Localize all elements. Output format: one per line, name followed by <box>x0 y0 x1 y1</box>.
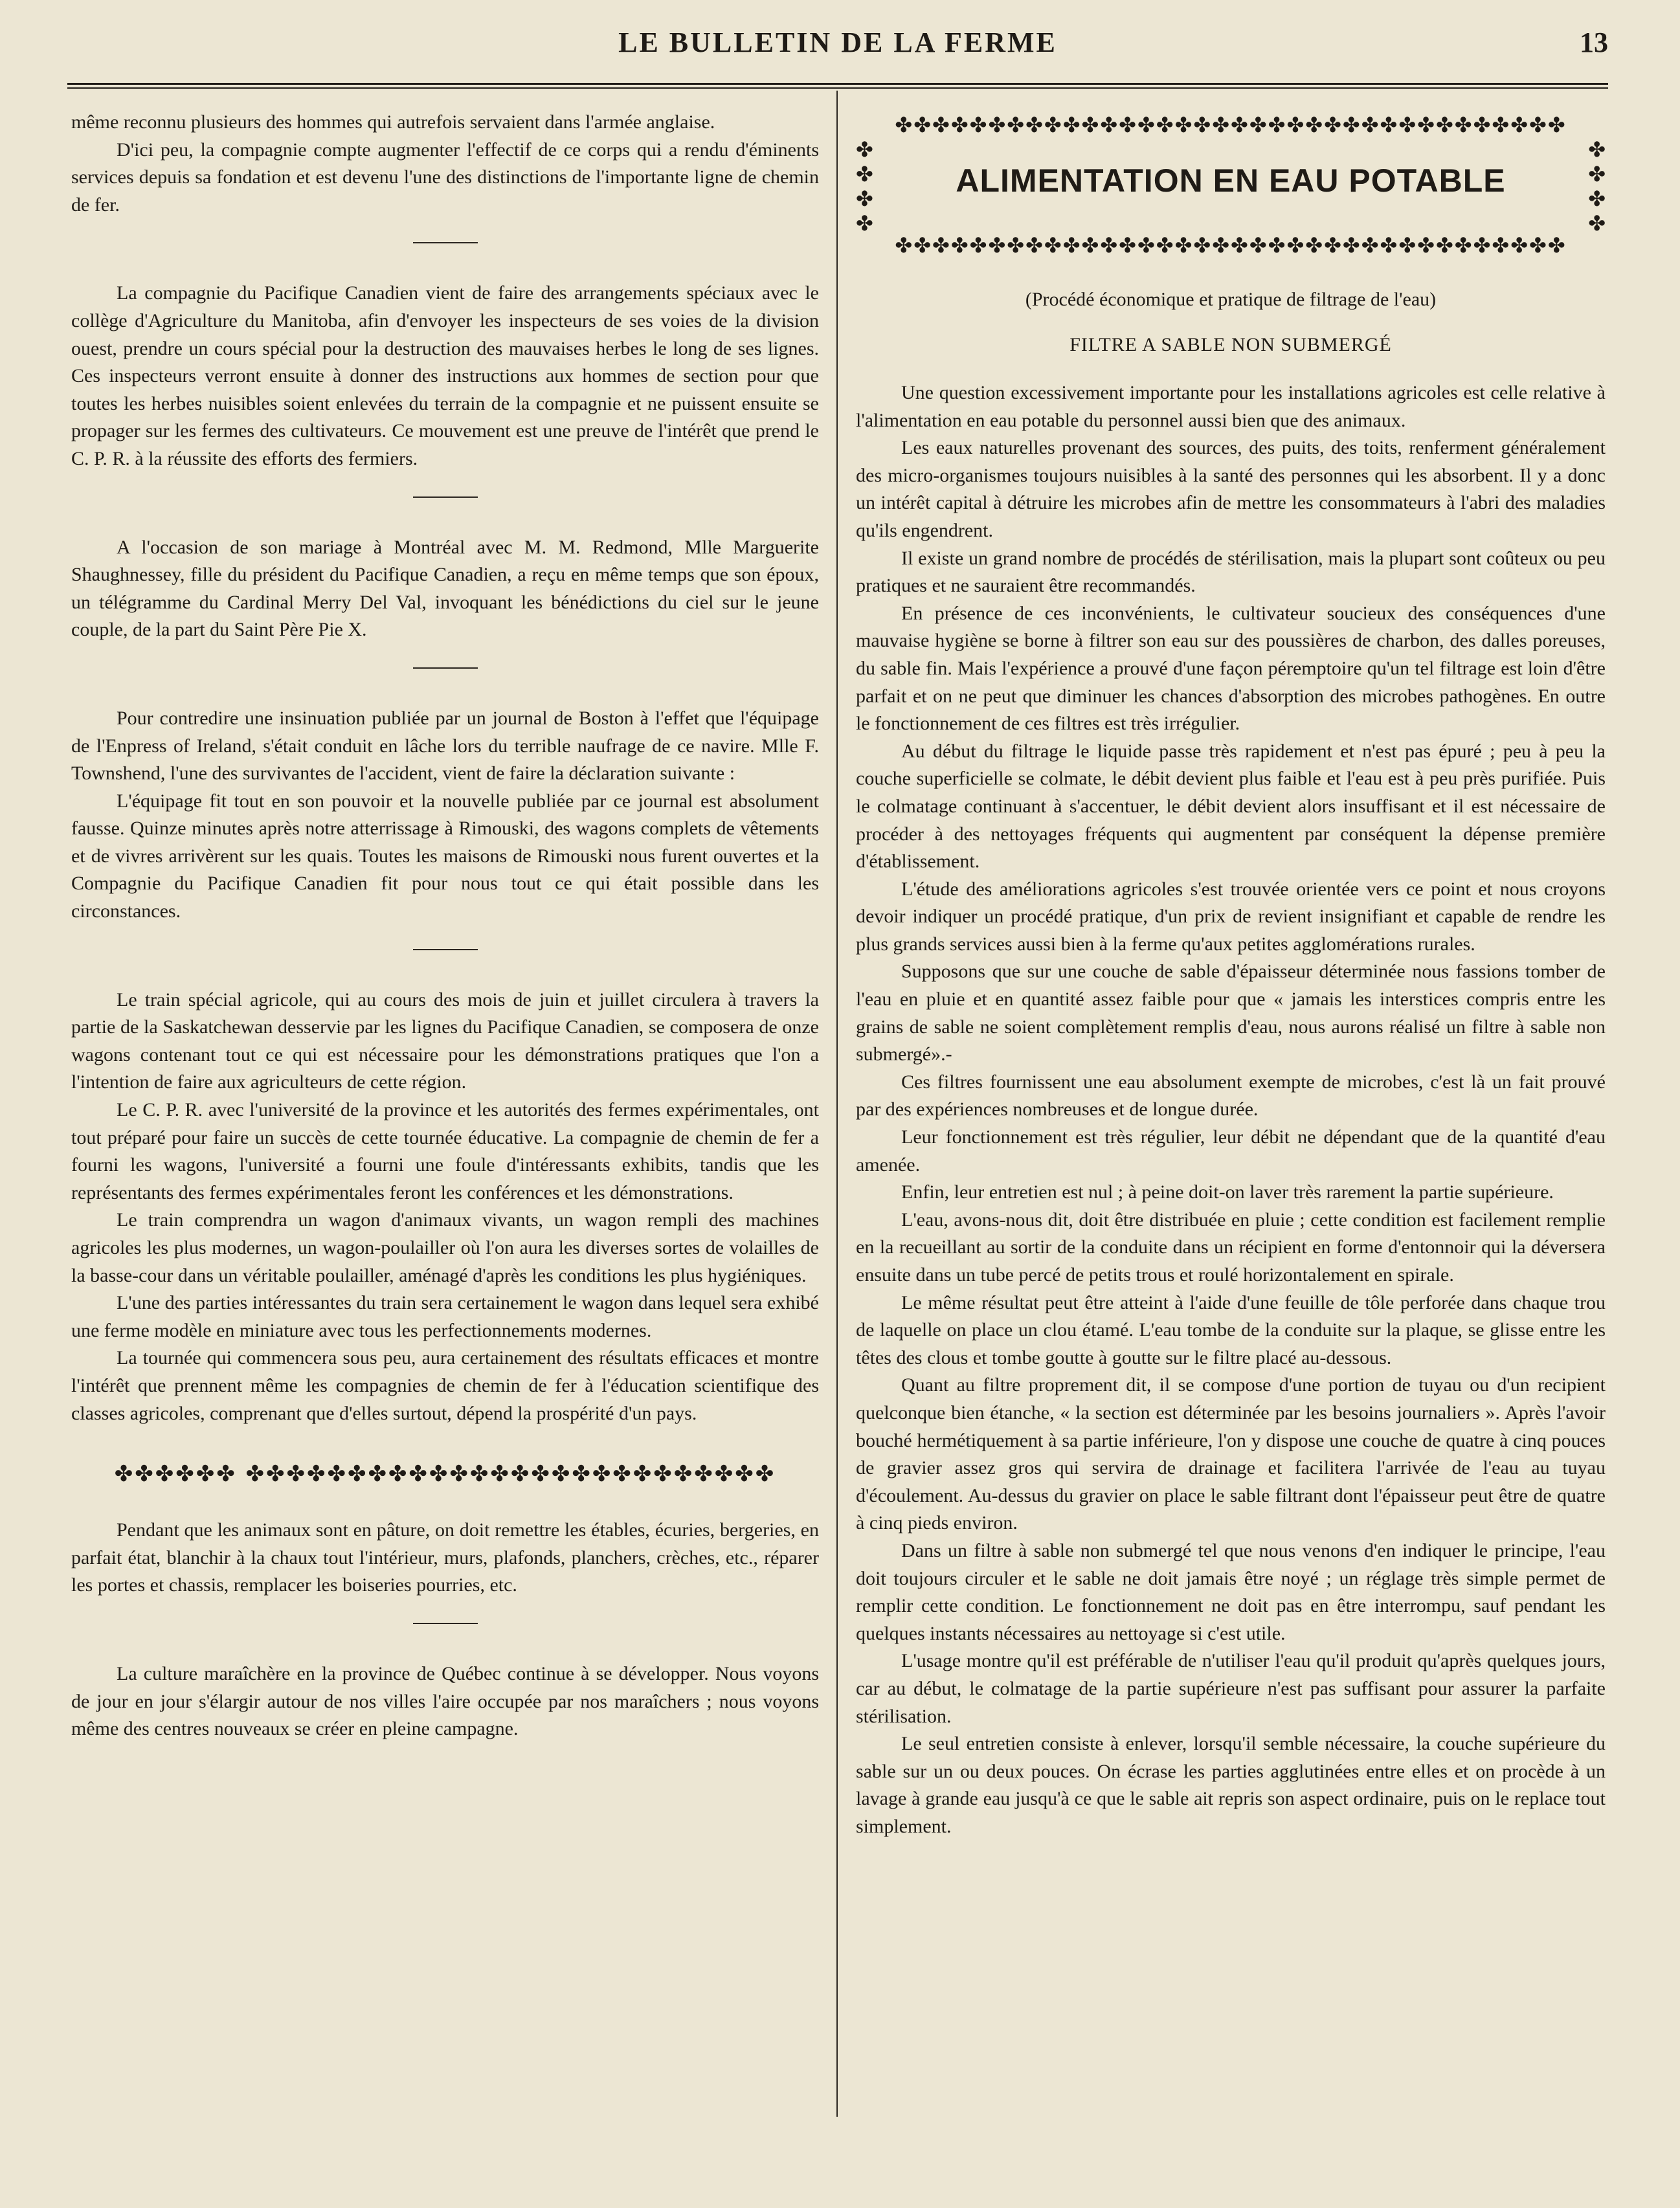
paragraph: Quant au filtre proprement dit, il se compose d'une portion de tuyau ou d'un recipient quelconque bien étanche, « la section est déterminée par les besoins journaliers ». Après l'avoir bouché hermétiquement à sa partie inférieure, l'on y dispose une couche de quatre à cinq pouces de gravier assez gros qui servira de drainage et facilitera l'arrivée de l'eau au tuyau d'écoulement. Au-dessus du gravier on place le sable filtrant dont l'épaisseur peut être de quatre à cinq pieds environ. <box>856 1374 1606 1534</box>
paragraph: La culture maraîchère en la province de Québec continue à se développer. Nous voyons de jour en jour s'élargir autour de nos villes l'aire occupée par nos maraîchers ; nous voyons même des centres nouveaux se créer en pleine campagne. <box>71 1662 819 1740</box>
fleuron-icon: ✤ <box>1588 186 1606 211</box>
paragraph: L'usage montre qu'il est préférable de n'utiliser l'eau qu'il produit qu'après quelques jours, car au début, le colmatage de la partie supérieure n'est pas suffisant pour assurer la parfaite stérilisation. <box>856 1650 1606 1727</box>
paragraph: Leur fonctionnement est très régulier, leur débit ne dépendant que de la quantité d'eau amenée. <box>856 1126 1606 1176</box>
fleuron-icon: ✤ <box>856 186 873 211</box>
article-wedding <box>71 534 819 644</box>
ornamental-divider: ✤✤✤✤✤✤ ✤✤✤✤✤✤✤✤✤✤✤✤✤✤✤✤✤✤✤✤✤✤✤✤✤✤ <box>114 1461 776 1488</box>
fleuron-icon: ✤ <box>1588 162 1606 186</box>
ornamental-border-left <box>856 137 873 236</box>
page-number: 13 <box>1580 27 1608 58</box>
paragraph: En présence de ces inconvénients, le cultivateur soucieux des conséquences d'une mauvaise hygiène se borne à filtrer son eau sur des poussières de charbon, des dalles poreuses, du sable fin. Mais l'expérience a prouvé d'une façon péremptoire qu'un tel filtrage est loin d'être parfait et on ne peut que diminuer les chances d'absorption des microbes pathogènes. En outre le fonctionnement de ces filtres est très irrégulier. <box>856 602 1606 735</box>
section-separator <box>413 1623 478 1624</box>
paragraph: L'eau, avons-nous dit, doit être distribuée en pluie ; cette condition est facilement remplie en la recueillant au sortir de la conduite dans un récipient en forme d'entonnoir qui la déversera ensuite dans un tube percé de petits trous et roulé horizontalement en spirale. <box>856 1209 1606 1286</box>
ornamental-border-right <box>1588 137 1606 236</box>
section-separator <box>413 949 478 950</box>
section-separator <box>413 496 478 498</box>
header-double-rule <box>67 83 1608 89</box>
ornamental-border-top: ✤✤✤✤✤✤✤✤✤✤✤✤✤✤✤✤✤✤✤✤✤✤✤✤✤✤✤✤✤✤✤✤✤✤✤✤ <box>895 113 1567 137</box>
paragraph: Ces filtres fournissent une eau absolument exempte de microbes, c'est là un fait prouvé par des expériences nombreuses et de longue durée. <box>856 1071 1606 1121</box>
article-cpr-corps <box>71 109 819 219</box>
paragraph: Le train comprendra un wagon d'animaux vivants, un wagon rempli des machines agricoles les plus modernes, un wagon-poulailler où l'on aura les diverses sortes de volailles de la basse-cour dans un véritable poulailler, aménagé d'après les conditions les plus hygiéniques. <box>71 1209 819 1286</box>
paragraph: L'équipage fit tout en son pouvoir et la nouvelle publiée par ce journal est absolument fausse. Quinze minutes après notre atterrissage à Rimouski, des wagons complets de vêtements et de vivres arrivèrent sur les quais. Toutes les maisons de Rimouski nous furent ouvertes et la Compagnie du Pacifique Canadien fit pour nous tout ce qui était possible dans les circonstances. <box>71 790 819 922</box>
paragraph: Pour contredire une insinuation publiée par un journal de Boston à l'effet que l'équipage de l'Enpress of Ireland, s'était conduit en lâche lors du terrible naufrage de ce navire. Mlle F. Townshend, l'une des survivantes de l'accident, vient de faire la déclaration suivante : <box>71 707 819 785</box>
right-column <box>856 109 1606 1840</box>
article-market-gardening <box>71 1660 819 1743</box>
paragraph: Il existe un grand nombre de procédés de stérilisation, mais la plupart sont coûteux ou peu pratiques et ne sauraient être recommandés. <box>856 547 1606 597</box>
article-weed-inspectors <box>71 280 819 473</box>
paragraph: Le seul entretien consiste à enlever, lorsqu'il semble nécessaire, la couche supérieure du sable sur un ou deux pouces. On écrase les parties agglutinées entre elles et on procède à un lavage à grande eau jusqu'à ce que le sable ait repris son aspect ordinaire, puis on le replace tout simplement. <box>856 1733 1606 1837</box>
paragraph: Supposons que sur une couche de sable d'épaisseur déterminée nous fassions tomber de l'eau en pluie et en quantité assez faible pour que « jamais les interstices compris entre les grains de sable ne soient complètement remplis d'eau, nous aurons réalisé un filtre à sable non submergé».- <box>856 961 1606 1065</box>
article-title: ALIMENTATION EN EAU POTABLE <box>956 162 1506 199</box>
left-column <box>71 109 819 1743</box>
article-title-box <box>856 109 1606 264</box>
paragraph: A l'occasion de son mariage à Montréal avec M. M. Redmond, Mlle Marguerite Shaughnessey, fille du président du Pacifique Canadien, a reçu en même temps que son époux, un télégramme du Cardinal Merry Del Val, invoquant les bénédictions du ciel sur le jeune couple, de la part du Saint Père Pie X. <box>71 536 819 641</box>
fleuron-icon: ✤ <box>1588 137 1606 162</box>
paragraph: Pendant que les animaux sont en pâture, on doit remettre les étables, écuries, bergeries, en parfait état, blanchir à la chaux tout l'intérieur, murs, plafonds, planchers, crèches, etc., réparer les portes et chassis, remplacer les boiseries pourries, etc. <box>71 1519 819 1596</box>
article-body <box>856 379 1606 1840</box>
section-separator <box>413 667 478 669</box>
fleuron-icon: ✤ <box>1588 211 1606 236</box>
section-heading: FILTRE A SABLE NON SUBMERGÉ <box>1070 334 1392 355</box>
paragraph: L'étude des améliorations agricoles s'est trouvée orientée vers ce point et nous croyons devoir indiquer un procédé pratique, d'un prix de revient insignifiant et capable de rendre les plus grands services aussi bien à la ferme qu'aux petites agglomérations rurales. <box>856 878 1606 955</box>
paragraph: La compagnie du Pacifique Canadien vient de faire des arrangements spéciaux avec le collège d'Agriculture du Manitoba, afin d'envoyer les inspecteurs de ses voies de la division ouest, prendre un cours spécial pour la destruction des mauvaises herbes le long de ses lignes. Ces inspecteurs verront ensuite à donner des instructions aux hommes de section pour que toutes les herbes nuisibles soient enlevées du terrain de la compagnie et ne puissent ensuite se propager sur les fermes des cultivateurs. Ce mouvement est une preuve de l'intérêt que prend le C. P. R. à la réussite des efforts des fermiers. <box>71 282 819 469</box>
article-barn-maintenance <box>71 1517 819 1600</box>
paragraph: La tournée qui commencera sous peu, aura certainement des résultats efficaces et montre l'intérêt que prennent même les compagnies de chemin de fer à l'éducation scientifique des classes agricoles, comprenant que d'elles surtout, dépend la prospérité d'un pays. <box>71 1347 819 1424</box>
article-empress-of-ireland <box>71 705 819 926</box>
fleuron-icon: ✤ <box>856 137 873 162</box>
fleuron-icon: ✤ <box>856 162 873 186</box>
page-header <box>67 26 1608 71</box>
paragraph: Le C. P. R. avec l'université de la province et les autorités des fermes expérimentales, ont tout préparé pour faire un succès de cette tournée éducative. La compagnie de chemin de fer a fourni les wagons, l'université a fourni une foule d'intéressants exhibits, tandis que les représentants des fermes expérimentales feront les conférences et les démonstrations. <box>71 1099 819 1203</box>
paragraph: Les eaux naturelles provenant des sources, des puits, des toits, renferment généralement des micro-organismes toujours nuisibles à la santé des personnes qui les absorbent. Il y a donc un intérêt capital à détruire les microbes afin de mettre les consommateurs à l'abri des maladies qu'ils engendrent. <box>856 437 1606 541</box>
ornamental-border-bottom: ✤✤✤✤✤✤✤✤✤✤✤✤✤✤✤✤✤✤✤✤✤✤✤✤✤✤✤✤✤✤✤✤✤✤✤✤ <box>895 233 1567 258</box>
paragraph: même reconnu plusieurs des hommes qui autrefois servaient dans l'armée anglaise. <box>71 111 715 133</box>
article-subtitle: (Procédé économique et pratique de filtrage de l'eau) <box>1025 289 1437 310</box>
paragraph: Au début du filtrage le liquide passe très rapidement et n'est pas épuré ; peu à peu la couche superficielle se colmate, le débit devient plus faible et l'eau est à peu près purifiée. Puis le colmatage continuant à s'accentuer, le débit devient alors insuffisant et il est nécessaire de procéder à des nettoyages fréquents qui augmentent par conséquent la dépense première d'établissement. <box>856 740 1606 873</box>
article-agricultural-train <box>71 987 819 1428</box>
paragraph: D'ici peu, la compagnie compte augmenter l'effectif de ce corps qui a rendu d'éminents services depuis sa fondation et est devenu l'une des distinctions de l'importante ligne de chemin de fer. <box>71 139 819 216</box>
paragraph: Enfin, leur entretien est nul ; à peine doit-on laver très rarement la partie supérieure. <box>901 1181 1554 1203</box>
fleuron-icon: ✤ <box>856 211 873 236</box>
section-separator <box>413 242 478 243</box>
paragraph: L'une des parties intéressantes du train sera certainement le wagon dans lequel sera exhibé une ferme modèle en miniature avec tous les perfectionnements modernes. <box>71 1292 819 1341</box>
paragraph: Le train spécial agricole, qui au cours des mois de juin et juillet circulera à travers la partie de la Saskatchewan desservie par les lignes du Pacifique Canadien, se composera de onze wagons contenant tout ce qui est nécessaire pour les démonstrations pratiques que l'on a l'intention de faire aux agriculteurs de cette région. <box>71 988 819 1093</box>
paragraph: Une question excessivement importante pour les installations agricoles est celle relative à l'alimentation en eau potable du personnel aussi bien que des animaux. <box>856 382 1606 431</box>
paragraph: Dans un filtre à sable non submergé tel que nous venons d'en indiquer le principe, l'eau doit toujours circuler et le sable ne doit jamais être noyé ; un réglage très simple permet de remplir cette condition. Le fonctionnement ne doit pas en être interrompu, sauf pendant les quelques instants nécessaires au nettoyage si c'est utile. <box>856 1539 1606 1644</box>
paragraph: Le même résultat peut être atteint à l'aide d'une feuille de tôle perforée dans chaque trou de laquelle on place un clou étamé. L'eau tombe de la conduite sur la plaque, se glisse entre les têtes des clous et tombe goutte à goutte sur le filtre placé au-dessous. <box>856 1291 1606 1368</box>
publication-title: LE BULLETIN DE LA FERME <box>618 27 1057 58</box>
column-divider <box>836 91 838 2117</box>
